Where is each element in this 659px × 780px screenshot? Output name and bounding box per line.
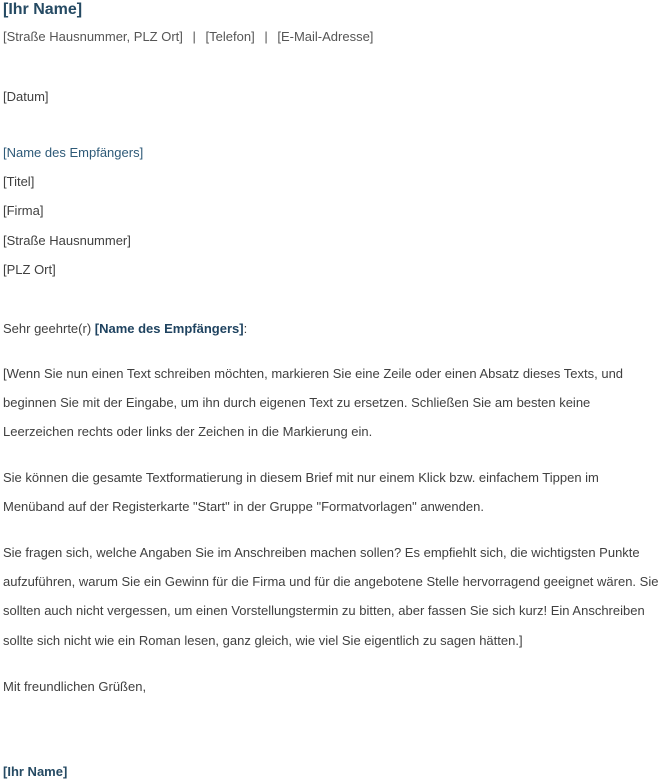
salutation-recipient-name[interactable]: [Name des Empfängers] (94, 321, 244, 336)
body-paragraph-2[interactable]: Sie können die gesamte Textformatierung in diesem Brief mit nur einem Klick bzw. einfachem Tippen im Menüband auf der Registerkarte "Start" in der Gruppe "Formatvorlagen" anwenden. (3, 470, 599, 515)
sender-email[interactable]: [E-Mail-Adresse] (277, 29, 374, 44)
sender-contact-line (3, 29, 373, 44)
closing-phrase[interactable]: Mit freundlichen Grüßen, (3, 679, 147, 694)
recipient-company[interactable]: [Firma] (3, 203, 44, 218)
salutation-suffix: : (243, 321, 248, 336)
sender-phone[interactable]: [Telefon] (205, 29, 255, 44)
salutation-prefix: Sehr geehrte(r) (3, 321, 95, 336)
contact-separator: | (264, 29, 268, 44)
signature-name[interactable]: [Ihr Name] (3, 764, 68, 779)
contact-separator: | (192, 29, 196, 44)
sender-name[interactable]: [Ihr Name] (3, 1, 83, 18)
salutation (3, 321, 247, 336)
body-paragraph-1[interactable]: [Wenn Sie nun einen Text schreiben möchten, markieren Sie eine Zeile oder einen Absatz dieses Texts, und beginnen Sie mit der Eingabe, um ihn durch eigenen Text zu ersetzen. Schließen Sie am besten keine Leerzeichen rechts oder links der Zeichen in die Markierung ein. (3, 366, 624, 440)
recipient-title[interactable]: [Titel] (3, 174, 35, 189)
body-paragraph-3[interactable]: Sie fragen sich, welche Angaben Sie im Anschreiben machen sollen? Es empfiehlt sich, die wichtigsten Punkte aufzuführen, warum Sie ein Gewinn für die Firma und für die angebotene Stelle hervorragend geeignet wären. Sie sollten auch nicht vergessen, um einen Vorstellungstermin zu bitten, aber fassen Sie sich kurz! Ein Anschreiben sollte sich nicht wie ein Roman lesen, ganz gleich, wie viel Sie eigentlich zu sagen hätten.] (3, 545, 659, 648)
sender-address[interactable]: [Straße Hausnummer, PLZ Ort] (3, 29, 183, 44)
recipient-city[interactable]: [PLZ Ort] (3, 262, 56, 277)
recipient-street[interactable]: [Straße Hausnummer] (3, 233, 131, 248)
letter-date[interactable]: [Datum] (3, 89, 49, 104)
recipient-name[interactable]: [Name des Empfängers] (3, 145, 144, 160)
